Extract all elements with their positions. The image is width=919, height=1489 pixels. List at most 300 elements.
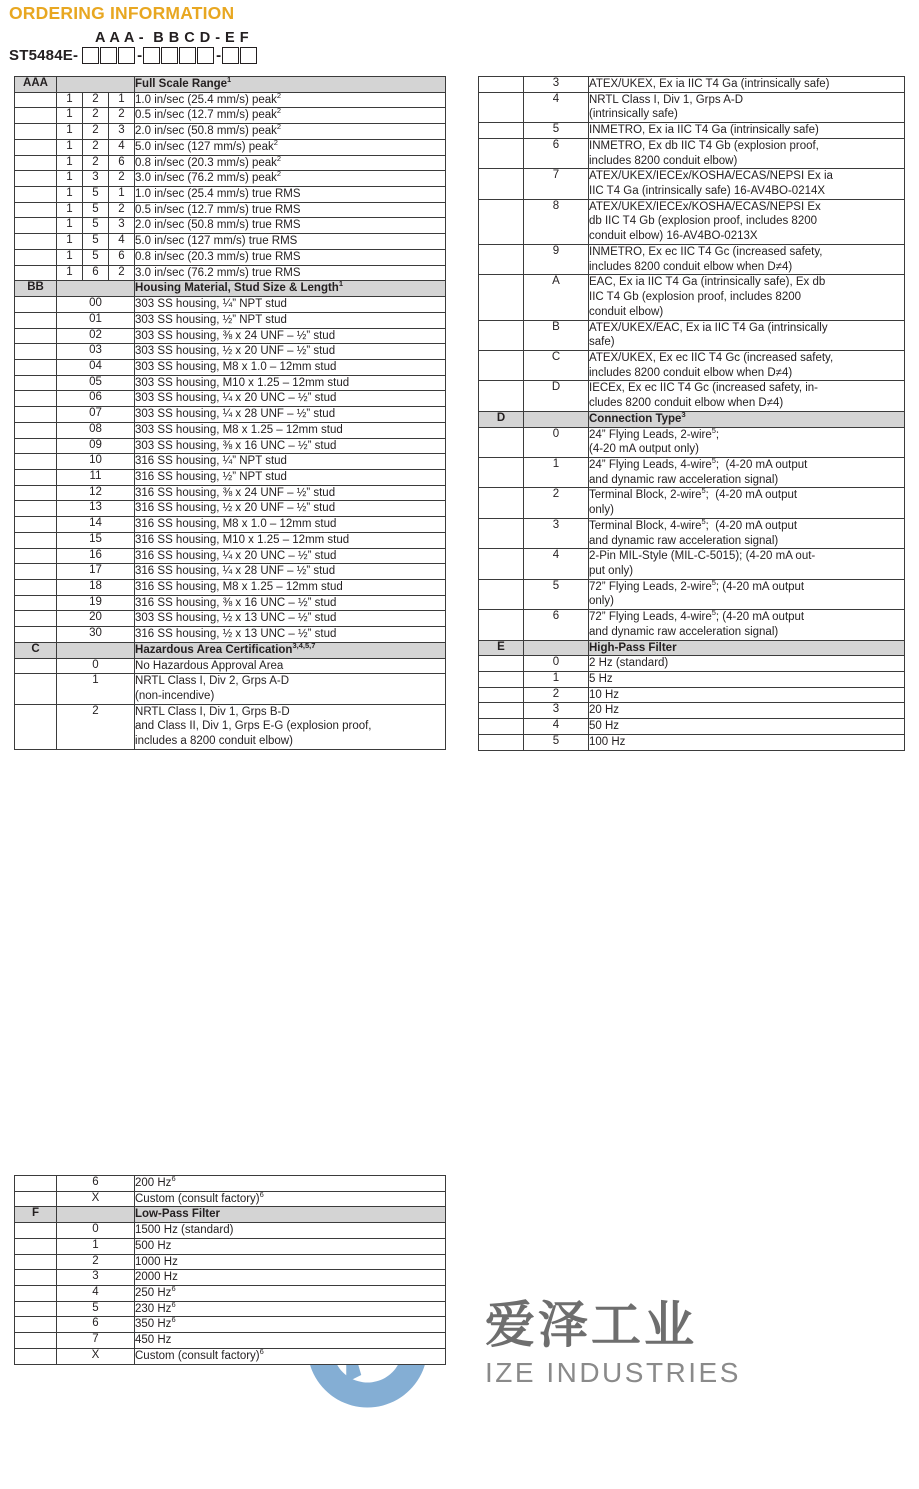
option-digit-3[interactable]: 1 xyxy=(109,92,135,108)
section-header-spacer xyxy=(57,1207,135,1223)
option-digit-3[interactable]: 4 xyxy=(109,139,135,155)
option-row[interactable] xyxy=(15,139,446,155)
option-description: NRTL Class I, Div 1, Grps B-D and Class II, Div 1, Grps E-G (explosion proof, includes a 8200 conduit elbow) xyxy=(135,704,446,749)
option-code[interactable]: 16 xyxy=(57,548,135,564)
option-code[interactable]: 04 xyxy=(57,359,135,375)
option-digit-3[interactable]: 2 xyxy=(109,265,135,281)
row-label-spacer xyxy=(15,627,57,643)
row-label-spacer xyxy=(15,517,57,533)
option-code[interactable]: 10 xyxy=(57,454,135,470)
option-row[interactable] xyxy=(15,1348,446,1364)
option-code[interactable]: 0 xyxy=(524,656,589,672)
row-label-spacer xyxy=(479,734,524,750)
option-description: 200 Hz$^6$ xyxy=(135,1176,446,1192)
option-code[interactable]: 05 xyxy=(57,375,135,391)
option-row[interactable] xyxy=(15,92,446,108)
option-digit-2[interactable]: 5 xyxy=(83,202,109,218)
option-description: 72” Flying Leads, 2-wire$^5$; (4-20 mA output only) xyxy=(589,579,905,609)
option-description: 303 SS housing, ½” NPT stud xyxy=(135,312,446,328)
pn-dash-2: - xyxy=(216,47,222,64)
pn-box-a2[interactable] xyxy=(100,47,117,64)
section-header-row xyxy=(15,642,446,658)
option-code[interactable]: 6 xyxy=(57,1176,135,1192)
section-header-row xyxy=(479,411,905,427)
section-code-label: BB xyxy=(15,281,57,297)
option-description: 72” Flying Leads, 4-wire$^5$; (4-20 mA output and dynamic raw acceleration signal) xyxy=(589,610,905,640)
option-row[interactable] xyxy=(15,1286,446,1302)
row-label-spacer xyxy=(15,548,57,564)
option-description: 1.0 in/sec (25.4 mm/s) peak$^2$ xyxy=(135,92,446,108)
section-code-label: AAA xyxy=(15,77,57,93)
option-code[interactable]: 4 xyxy=(524,549,589,579)
option-digit-3[interactable]: 2 xyxy=(109,171,135,187)
section-header-spacer xyxy=(57,77,135,93)
row-label-spacer xyxy=(479,138,524,168)
option-code[interactable]: 6 xyxy=(524,138,589,168)
option-code[interactable]: 09 xyxy=(57,438,135,454)
option-digit-1[interactable]: 1 xyxy=(57,139,83,155)
option-digit-2[interactable]: 2 xyxy=(83,124,109,140)
option-digit-3[interactable]: 2 xyxy=(109,108,135,124)
option-code[interactable]: 0 xyxy=(524,427,589,457)
option-code[interactable]: 5 xyxy=(524,579,589,609)
option-row[interactable] xyxy=(15,359,446,375)
section-header-spacer xyxy=(57,642,135,658)
option-row[interactable] xyxy=(15,1223,446,1239)
option-row[interactable] xyxy=(479,703,905,719)
option-row[interactable] xyxy=(479,123,905,139)
option-digit-1[interactable]: 1 xyxy=(57,171,83,187)
option-code[interactable]: 2 xyxy=(524,488,589,518)
pn-box-e[interactable] xyxy=(222,47,239,64)
option-row[interactable] xyxy=(15,1333,446,1349)
option-row[interactable] xyxy=(15,234,446,250)
option-code[interactable]: 5 xyxy=(524,123,589,139)
option-code[interactable]: 2 xyxy=(524,687,589,703)
option-code[interactable]: 3 xyxy=(524,77,589,93)
option-code[interactable]: 3 xyxy=(57,1270,135,1286)
row-label-spacer xyxy=(15,312,57,328)
option-row[interactable] xyxy=(479,579,905,609)
pn-box-b2[interactable] xyxy=(161,47,178,64)
option-description: 316 SS housing, ½ x 13 UNC – ½” stud xyxy=(135,627,446,643)
section-header-spacer xyxy=(524,640,589,656)
row-label-spacer xyxy=(15,218,57,234)
option-row[interactable] xyxy=(15,312,446,328)
option-code[interactable]: 2 xyxy=(57,704,135,749)
row-label-spacer xyxy=(15,139,57,155)
option-code[interactable]: X xyxy=(57,1191,135,1207)
section-code-label: C xyxy=(15,642,57,658)
option-row[interactable] xyxy=(15,658,446,674)
row-label-spacer xyxy=(15,1238,57,1254)
row-label-spacer xyxy=(15,359,57,375)
option-description: 100 Hz xyxy=(589,734,905,750)
option-row[interactable] xyxy=(15,187,446,203)
option-code[interactable]: 9 xyxy=(524,244,589,274)
option-row[interactable] xyxy=(15,1191,446,1207)
option-code[interactable]: 17 xyxy=(57,564,135,580)
option-digit-3[interactable]: 6 xyxy=(109,155,135,171)
option-code[interactable]: 7 xyxy=(57,1333,135,1349)
option-row[interactable] xyxy=(15,564,446,580)
option-row[interactable] xyxy=(15,454,446,470)
option-row[interactable] xyxy=(479,244,905,274)
row-label-spacer xyxy=(15,1333,57,1349)
pn-box-b1[interactable] xyxy=(143,47,160,64)
watermark-wordmark xyxy=(485,1296,741,1388)
option-description: 303 SS housing, M10 x 1.25 – 12mm stud xyxy=(135,375,446,391)
option-row[interactable] xyxy=(15,580,446,596)
section-header-title: Low-Pass Filter xyxy=(135,1207,446,1223)
option-row[interactable] xyxy=(15,548,446,564)
option-digit-2[interactable]: 5 xyxy=(83,218,109,234)
section-header-title: Hazardous Area Certification$^{3,4,5,7}$ xyxy=(135,642,446,658)
option-description: ATEX/UKEX, Ex ia IIC T4 Ga (intrinsically safe) xyxy=(589,77,905,93)
option-row[interactable] xyxy=(479,488,905,518)
option-digit-2[interactable]: 3 xyxy=(83,171,109,187)
option-description: 0.5 in/sec (12.7 mm/s) true RMS xyxy=(135,202,446,218)
row-label-spacer xyxy=(15,674,57,704)
option-description: 2000 Hz xyxy=(135,1270,446,1286)
option-row[interactable] xyxy=(15,407,446,423)
pn-box-c[interactable] xyxy=(179,47,196,64)
option-digit-1[interactable]: 1 xyxy=(57,249,83,265)
option-row[interactable] xyxy=(15,438,446,454)
option-digit-2[interactable]: 5 xyxy=(83,234,109,250)
option-code[interactable]: 14 xyxy=(57,517,135,533)
part-number-letter-legend: A A A - B B C D - E F xyxy=(95,30,250,46)
row-label-spacer xyxy=(479,518,524,548)
option-code[interactable]: 1 xyxy=(57,674,135,704)
options-table-left-top xyxy=(14,76,446,750)
option-row[interactable] xyxy=(15,517,446,533)
option-code[interactable]: 7 xyxy=(524,169,589,199)
option-row[interactable] xyxy=(15,532,446,548)
option-row[interactable] xyxy=(479,275,905,320)
option-row[interactable] xyxy=(479,687,905,703)
option-code[interactable]: 1 xyxy=(524,672,589,688)
row-label-spacer xyxy=(15,564,57,580)
option-description: 0.8 in/sec (20.3 mm/s) true RMS xyxy=(135,249,446,265)
options-table-left-bottom xyxy=(14,1175,446,1365)
row-label-spacer xyxy=(479,656,524,672)
row-label-spacer xyxy=(15,155,57,171)
option-code[interactable]: 15 xyxy=(57,532,135,548)
option-digit-1[interactable]: 1 xyxy=(57,218,83,234)
row-label-spacer xyxy=(479,123,524,139)
option-code[interactable]: 08 xyxy=(57,422,135,438)
option-code[interactable]: 19 xyxy=(57,595,135,611)
option-description: 303 SS housing, M8 x 1.0 – 12mm stud xyxy=(135,359,446,375)
option-row[interactable] xyxy=(15,249,446,265)
option-row[interactable] xyxy=(479,719,905,735)
option-digit-3[interactable]: 4 xyxy=(109,234,135,250)
option-row[interactable] xyxy=(479,518,905,548)
option-row[interactable] xyxy=(479,92,905,122)
option-code[interactable]: 3 xyxy=(524,703,589,719)
option-row[interactable] xyxy=(15,501,446,517)
option-row[interactable] xyxy=(479,77,905,93)
option-row[interactable] xyxy=(15,265,446,281)
option-row[interactable] xyxy=(479,549,905,579)
option-code[interactable]: 11 xyxy=(57,469,135,485)
row-label-spacer xyxy=(15,171,57,187)
option-digit-1[interactable]: 1 xyxy=(57,124,83,140)
option-digit-3[interactable]: 2 xyxy=(109,202,135,218)
row-label-spacer xyxy=(15,265,57,281)
row-label-spacer xyxy=(15,1254,57,1270)
options-table-right xyxy=(478,76,905,751)
option-description: ATEX/UKEX, Ex ec IIC T4 Gc (increased safety, includes 8200 conduit elbow when D≠4) xyxy=(589,350,905,380)
row-label-spacer xyxy=(479,350,524,380)
section-header-row xyxy=(15,77,446,93)
option-description: 303 SS housing, ⅜ x 24 UNF – ½” stud xyxy=(135,328,446,344)
pn-box-f[interactable] xyxy=(240,47,257,64)
option-code[interactable]: 13 xyxy=(57,501,135,517)
option-row[interactable] xyxy=(479,381,905,411)
row-label-spacer xyxy=(479,687,524,703)
option-row[interactable] xyxy=(15,391,446,407)
option-digit-3[interactable]: 3 xyxy=(109,124,135,140)
part-number-field-row xyxy=(9,47,258,64)
row-label-spacer xyxy=(479,320,524,350)
option-row[interactable] xyxy=(15,218,446,234)
row-label-spacer xyxy=(479,457,524,487)
option-code[interactable]: 12 xyxy=(57,485,135,501)
option-row[interactable] xyxy=(15,595,446,611)
option-code[interactable]: A xyxy=(524,275,589,320)
option-description: 230 Hz$^6$ xyxy=(135,1301,446,1317)
option-row[interactable] xyxy=(15,297,446,313)
option-digit-2[interactable]: 5 xyxy=(83,187,109,203)
row-label-spacer xyxy=(479,427,524,457)
option-digit-2[interactable]: 6 xyxy=(83,265,109,281)
section-header-title: Full Scale Range$^1$ xyxy=(135,77,446,93)
option-code[interactable]: 06 xyxy=(57,391,135,407)
option-digit-2[interactable]: 2 xyxy=(83,92,109,108)
option-digit-2[interactable]: 2 xyxy=(83,108,109,124)
option-description: 24” Flying Leads, 4-wire$^5$; (4-20 mA output and dynamic raw acceleration signal) xyxy=(589,457,905,487)
option-row[interactable] xyxy=(15,328,446,344)
option-description: 0.8 in/sec (20.3 mm/s) peak$^2$ xyxy=(135,155,446,171)
row-label-spacer xyxy=(15,297,57,313)
option-description: 250 Hz$^6$ xyxy=(135,1286,446,1302)
row-label-spacer xyxy=(479,549,524,579)
section-header-title: High-Pass Filter xyxy=(589,640,905,656)
row-label-spacer xyxy=(479,275,524,320)
option-digit-1[interactable]: 1 xyxy=(57,92,83,108)
row-label-spacer xyxy=(15,1176,57,1192)
option-row[interactable] xyxy=(15,155,446,171)
option-row[interactable] xyxy=(479,610,905,640)
option-code[interactable]: 4 xyxy=(57,1286,135,1302)
option-code[interactable]: 01 xyxy=(57,312,135,328)
option-code[interactable]: 0 xyxy=(57,658,135,674)
option-description: Custom (consult factory)$^6$ xyxy=(135,1348,446,1364)
option-code[interactable]: 18 xyxy=(57,580,135,596)
row-label-spacer xyxy=(15,344,57,360)
option-digit-3[interactable]: 3 xyxy=(109,218,135,234)
option-code[interactable]: 2 xyxy=(57,1254,135,1270)
option-description: 303 SS housing, ¼ x 20 UNC – ½” stud xyxy=(135,391,446,407)
option-row[interactable] xyxy=(479,427,905,457)
option-row[interactable] xyxy=(15,704,446,749)
option-code[interactable]: X xyxy=(57,1348,135,1364)
option-row[interactable] xyxy=(479,672,905,688)
row-label-spacer xyxy=(479,488,524,518)
option-code[interactable]: 0 xyxy=(57,1223,135,1239)
option-description: 3.0 in/sec (76.2 mm/s) peak$^2$ xyxy=(135,171,446,187)
pn-box-a3[interactable] xyxy=(118,47,135,64)
option-code[interactable]: C xyxy=(524,350,589,380)
row-label-spacer xyxy=(15,124,57,140)
option-code[interactable]: 20 xyxy=(57,611,135,627)
option-code[interactable]: 30 xyxy=(57,627,135,643)
option-row[interactable] xyxy=(15,1317,446,1333)
option-row[interactable] xyxy=(15,171,446,187)
option-description: EAC, Ex ia IIC T4 Ga (intrinsically safe), Ex db IIC T4 Gb (explosion proof, includes 8200 conduit elbow) xyxy=(589,275,905,320)
row-label-spacer xyxy=(15,407,57,423)
pn-box-d[interactable] xyxy=(197,47,214,64)
option-code[interactable]: 1 xyxy=(57,1238,135,1254)
option-digit-3[interactable]: 6 xyxy=(109,249,135,265)
pn-box-a1[interactable] xyxy=(82,47,99,64)
option-code[interactable]: 6 xyxy=(57,1317,135,1333)
option-description: ATEX/UKEX/IECEx/KOSHA/ECAS/NEPSI Ex ia IIC T4 Ga (intrinsically safe) 16-AV4BO-0214X xyxy=(589,169,905,199)
option-row[interactable] xyxy=(479,656,905,672)
option-description: 303 SS housing, ½ x 13 UNC – ½” stud xyxy=(135,611,446,627)
section-header-row xyxy=(15,281,446,297)
row-label-spacer xyxy=(15,202,57,218)
option-description: 316 SS housing, ¼ x 28 UNF – ½” stud xyxy=(135,564,446,580)
row-label-spacer xyxy=(15,187,57,203)
option-row[interactable] xyxy=(15,1270,446,1286)
option-description: 1500 Hz (standard) xyxy=(135,1223,446,1239)
option-row[interactable] xyxy=(15,344,446,360)
option-description: 500 Hz xyxy=(135,1238,446,1254)
option-description: NRTL Class I, Div 1, Grps A-D (intrinsically safe) xyxy=(589,92,905,122)
option-row[interactable] xyxy=(15,1176,446,1192)
option-code[interactable]: 3 xyxy=(524,518,589,548)
row-label-spacer xyxy=(479,169,524,199)
option-code[interactable]: 4 xyxy=(524,719,589,735)
option-row[interactable] xyxy=(479,457,905,487)
row-label-spacer xyxy=(479,381,524,411)
option-row[interactable] xyxy=(15,1301,446,1317)
option-description: 316 SS housing, ½” NPT stud xyxy=(135,469,446,485)
row-label-spacer xyxy=(15,375,57,391)
option-digit-1[interactable]: 1 xyxy=(57,265,83,281)
option-code[interactable]: D xyxy=(524,381,589,411)
option-row[interactable] xyxy=(15,375,446,391)
option-row[interactable] xyxy=(479,199,905,244)
option-row[interactable] xyxy=(15,469,446,485)
option-description: 2.0 in/sec (50.8 mm/s) peak$^2$ xyxy=(135,124,446,140)
option-digit-2[interactable]: 2 xyxy=(83,139,109,155)
option-row[interactable] xyxy=(479,350,905,380)
option-description: 316 SS housing, ¼” NPT stud xyxy=(135,454,446,470)
option-row[interactable] xyxy=(15,124,446,140)
option-description: 316 SS housing, M8 x 1.0 – 12mm stud xyxy=(135,517,446,533)
option-row[interactable] xyxy=(479,138,905,168)
row-label-spacer xyxy=(15,469,57,485)
option-description: Custom (consult factory)$^6$ xyxy=(135,1191,446,1207)
row-label-spacer xyxy=(15,1301,57,1317)
option-row[interactable] xyxy=(15,1254,446,1270)
row-label-spacer xyxy=(479,579,524,609)
option-row[interactable] xyxy=(15,627,446,643)
option-code[interactable]: 07 xyxy=(57,407,135,423)
page-title: ORDERING INFORMATION xyxy=(9,3,235,23)
row-label-spacer xyxy=(479,672,524,688)
option-row[interactable] xyxy=(15,202,446,218)
option-digit-2[interactable]: 5 xyxy=(83,249,109,265)
option-row[interactable] xyxy=(479,320,905,350)
option-description: 303 SS housing, ⅜ x 16 UNC – ½” stud xyxy=(135,438,446,454)
option-description: 303 SS housing, ¼” NPT stud xyxy=(135,297,446,313)
option-row[interactable] xyxy=(15,485,446,501)
option-code[interactable]: 02 xyxy=(57,328,135,344)
option-code[interactable]: 5 xyxy=(57,1301,135,1317)
section-code-label: E xyxy=(479,640,524,656)
option-description: 3.0 in/sec (76.2 mm/s) true RMS xyxy=(135,265,446,281)
row-label-spacer xyxy=(479,610,524,640)
row-label-spacer xyxy=(15,108,57,124)
option-row[interactable] xyxy=(15,108,446,124)
option-digit-1[interactable]: 1 xyxy=(57,108,83,124)
option-code[interactable]: 4 xyxy=(524,92,589,122)
row-label-spacer xyxy=(15,438,57,454)
option-code[interactable]: 5 xyxy=(524,734,589,750)
option-description: 50 Hz xyxy=(589,719,905,735)
option-description: 316 SS housing, ½ x 20 UNF – ½” stud xyxy=(135,501,446,517)
option-description: ATEX/UKEX/EAC, Ex ia IIC T4 Ga (intrinsically safe) xyxy=(589,320,905,350)
row-label-spacer xyxy=(15,704,57,749)
option-description: 0.5 in/sec (12.7 mm/s) peak$^2$ xyxy=(135,108,446,124)
option-code[interactable]: 6 xyxy=(524,610,589,640)
option-description: No Hazardous Approval Area xyxy=(135,658,446,674)
section-code-label: D xyxy=(479,411,524,427)
section-header-title: Connection Type$^3$ xyxy=(589,411,905,427)
row-label-spacer xyxy=(15,485,57,501)
option-digit-1[interactable]: 1 xyxy=(57,155,83,171)
option-digit-1[interactable]: 1 xyxy=(57,234,83,250)
option-row[interactable] xyxy=(15,1238,446,1254)
watermark-company-name-en: IZE INDUSTRIES xyxy=(485,1357,741,1388)
option-row[interactable] xyxy=(15,611,446,627)
option-digit-3[interactable]: 1 xyxy=(109,187,135,203)
option-code[interactable]: 03 xyxy=(57,344,135,360)
option-description: 24” Flying Leads, 2-wire$^5$; (4-20 mA output only) xyxy=(589,427,905,457)
option-row[interactable] xyxy=(15,674,446,704)
row-label-spacer xyxy=(479,244,524,274)
option-row[interactable] xyxy=(15,422,446,438)
section-code-label: F xyxy=(15,1207,57,1223)
option-digit-1[interactable]: 1 xyxy=(57,187,83,203)
option-digit-2[interactable]: 2 xyxy=(83,155,109,171)
row-label-spacer xyxy=(15,234,57,250)
option-digit-1[interactable]: 1 xyxy=(57,202,83,218)
option-code[interactable]: B xyxy=(524,320,589,350)
option-row[interactable] xyxy=(479,169,905,199)
option-code[interactable]: 00 xyxy=(57,297,135,313)
section-header-row xyxy=(15,1207,446,1223)
option-description: 450 Hz xyxy=(135,1333,446,1349)
option-code[interactable]: 8 xyxy=(524,199,589,244)
option-code[interactable]: 1 xyxy=(524,457,589,487)
option-row[interactable] xyxy=(479,734,905,750)
